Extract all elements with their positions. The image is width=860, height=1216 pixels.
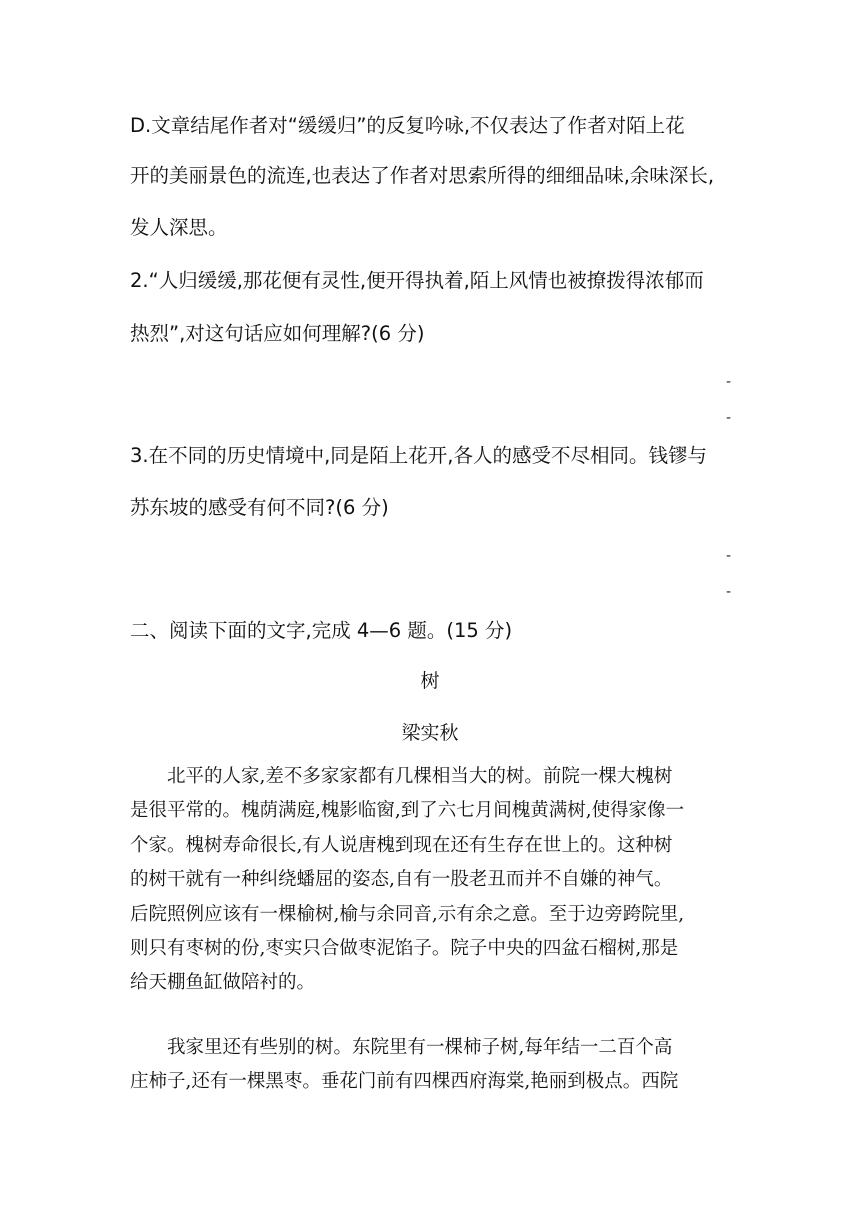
answer-line-mark: -	[726, 584, 732, 600]
question-d-line-3: 发人深思。	[130, 216, 228, 239]
paragraph-line: 北平的人家,差不多家家都有几棵相当大的树。前院一棵大槐树	[130, 766, 673, 787]
essay-paragraph-2	[130, 1031, 740, 1100]
paragraph-line: 是很平常的。槐荫满庭,槐影临窗,到了六七月间槐黄满树,使得家像一	[130, 800, 685, 822]
question-3-line-1: 3.在不同的历史情境中,同是陌上花开,各人的感受不尽相同。钱镠与	[130, 444, 708, 467]
answer-line-mark: -	[726, 374, 732, 390]
paragraph-line: 个家。槐树寿命很长,有人说唐槐到现在还有生存在世上的。这种树	[130, 834, 673, 856]
question-3-line-2: 苏东坡的感受有何不同?(6 分)	[130, 496, 389, 519]
question-2-line-1: 2.“人归缓缓,那花便有灵性,便开得执着,陌上风情也被撩拨得浓郁而	[130, 269, 704, 292]
paragraph-line: 庄柿子,还有一棵黑枣。垂花门前有四棵西府海棠,艳丽到极点。西院	[130, 1071, 679, 1093]
essay-paragraph-1	[130, 760, 740, 1001]
paragraph-line: 的树干就有一种纠绕蟠屈的姿态,自有一股老丑而并不自嫌的神气。	[130, 869, 673, 891]
paragraph-line: 则只有枣树的份,枣实只合做枣泥馅子。院子中央的四盆石榴树,那是	[130, 937, 679, 959]
paragraph-line: 给天棚鱼缸做陪衬的。	[130, 972, 316, 994]
answer-line-mark: -	[726, 548, 732, 564]
essay-title: 树	[420, 670, 440, 692]
question-2-line-2: 热烈”,对这句话应如何理解?(6 分)	[130, 322, 425, 345]
paragraph-line: 我家里还有些别的树。东院里有一棵柿子树,每年结一二百个高	[130, 1037, 673, 1058]
answer-line-mark: -	[726, 410, 732, 426]
essay-author: 梁实秋	[401, 722, 459, 744]
paragraph-line: 后院照例应该有一棵榆树,榆与余同音,示有余之意。至于边旁跨院里,	[130, 903, 685, 925]
question-d-line-2: 开的美丽景色的流连,也表达了作者对思索所得的细细品味,余味深长,	[130, 164, 715, 187]
question-d-line-1: D.文章结尾作者对“缓缓归”的反复吟咏,不仅表达了作者对陌上花	[130, 114, 685, 137]
section-heading: 二、阅读下面的文字,完成 4—6 题。(15 分)	[130, 619, 513, 642]
